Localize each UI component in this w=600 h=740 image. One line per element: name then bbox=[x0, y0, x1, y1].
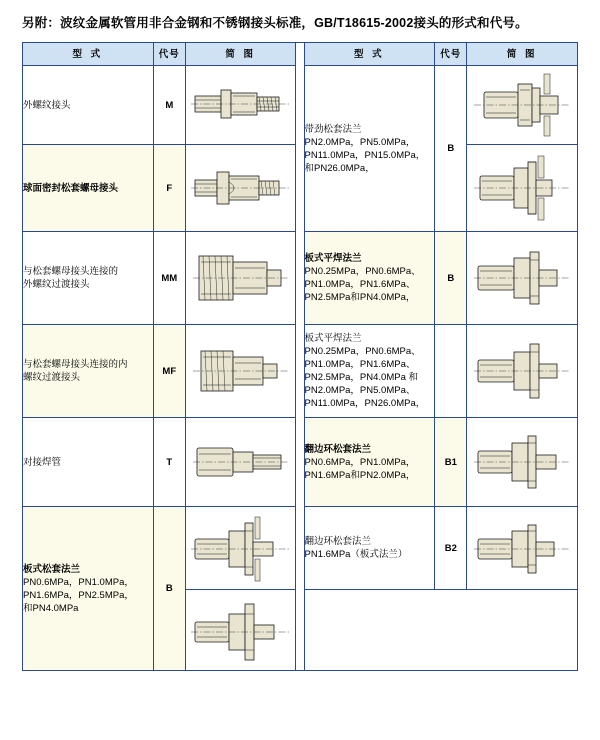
plate-slip-on-welding-flange-figure-2 bbox=[467, 325, 578, 418]
right-code-4: B2 bbox=[435, 507, 467, 590]
header-figure-left: 简 图 bbox=[185, 43, 296, 66]
male-thread-transition-joint-figure bbox=[185, 232, 296, 325]
right-type-1: 板式平焊法兰 PN0.25MPa，PN0.6MPa、 PN1.0MPa，PN1.6MPa、 PN2.5MPa和PN4.0MPa， bbox=[304, 232, 435, 325]
lapped-ring-lap-joint-flange-figure bbox=[467, 418, 578, 507]
left-code-2: MM bbox=[153, 232, 185, 325]
right-type-2: 板式平焊法兰 PN0.25MPa，PN0.6MPa、 PN1.0MPa，PN1.6MPa、 PN2.5MPa，PN4.0MPa 和 PN2.0MPa，PN5.0MPa、 PN11.0MPa，PN26.0MPa， bbox=[304, 325, 435, 418]
page-title: 另附：波纹金属软管用非合金钢和不锈钢接头标准，GB/T18615-2002接头的形式和代号。 bbox=[22, 16, 528, 30]
plate-lap-joint-flange-figure-2 bbox=[185, 590, 296, 671]
left-type-4: 对接焊管 bbox=[23, 418, 154, 507]
joint-type-code-table bbox=[22, 42, 578, 671]
right-code-0: B bbox=[435, 66, 467, 232]
right-code-1: B bbox=[435, 232, 467, 325]
left-code-4: T bbox=[153, 418, 185, 507]
left-code-0: M bbox=[153, 66, 185, 145]
female-thread-transition-joint-figure bbox=[185, 325, 296, 418]
header-figure-right: 简 图 bbox=[467, 43, 578, 66]
plate-slip-on-welding-flange-figure bbox=[467, 232, 578, 325]
left-type-3: 与松套螺母接头连接的内 螺纹过渡接头 bbox=[23, 325, 154, 418]
table-header-row bbox=[23, 43, 578, 66]
left-type-5: 板式松套法兰 PN0.6MPa，PN1.0MPa， PN1.6MPa，PN2.5MPa， 和PN4.0MPa bbox=[23, 507, 154, 671]
left-type-0: 外螺纹接头 bbox=[23, 66, 154, 145]
column-divider bbox=[296, 43, 304, 671]
plate-lap-joint-flange-figure bbox=[185, 507, 296, 590]
left-code-3: MF bbox=[153, 325, 185, 418]
lapped-ring-lap-joint-flange-figure-2 bbox=[467, 507, 578, 590]
header-code-left: 代号 bbox=[153, 43, 185, 66]
right-type-4: 翻边环松套法兰 PN1.6MPa（板式法兰） bbox=[304, 507, 435, 590]
butt-weld-pipe-figure bbox=[185, 418, 296, 507]
right-code-2 bbox=[435, 325, 467, 418]
left-code-5: B bbox=[153, 507, 185, 671]
left-type-2: 与松套螺母接头连接的 外螺纹过渡接头 bbox=[23, 232, 154, 325]
right-type-0: 带劲松套法兰 PN2.0MPa，PN5.0MPa， PN11.0MPa，PN15.0MPa， 和PN26.0MPa， bbox=[304, 66, 435, 232]
left-type-1: 球面密封松套螺母接头 bbox=[23, 145, 154, 232]
header-code-right: 代号 bbox=[435, 43, 467, 66]
left-code-1: F bbox=[153, 145, 185, 232]
right-type-3: 翻边环松套法兰 PN0.6MPa，PN1.0MPa， PN1.6MPa和PN2.0MPa， bbox=[304, 418, 435, 507]
header-type-right: 型 式 bbox=[304, 43, 435, 66]
header-type-left: 型 式 bbox=[23, 43, 154, 66]
ribbed-lap-joint-flange-figure-2 bbox=[467, 145, 578, 232]
spherical-seal-union-nut-joint-figure bbox=[185, 145, 296, 232]
ribbed-lap-joint-flange-figure bbox=[467, 66, 578, 145]
right-code-3: B1 bbox=[435, 418, 467, 507]
male-thread-joint-figure bbox=[185, 66, 296, 145]
